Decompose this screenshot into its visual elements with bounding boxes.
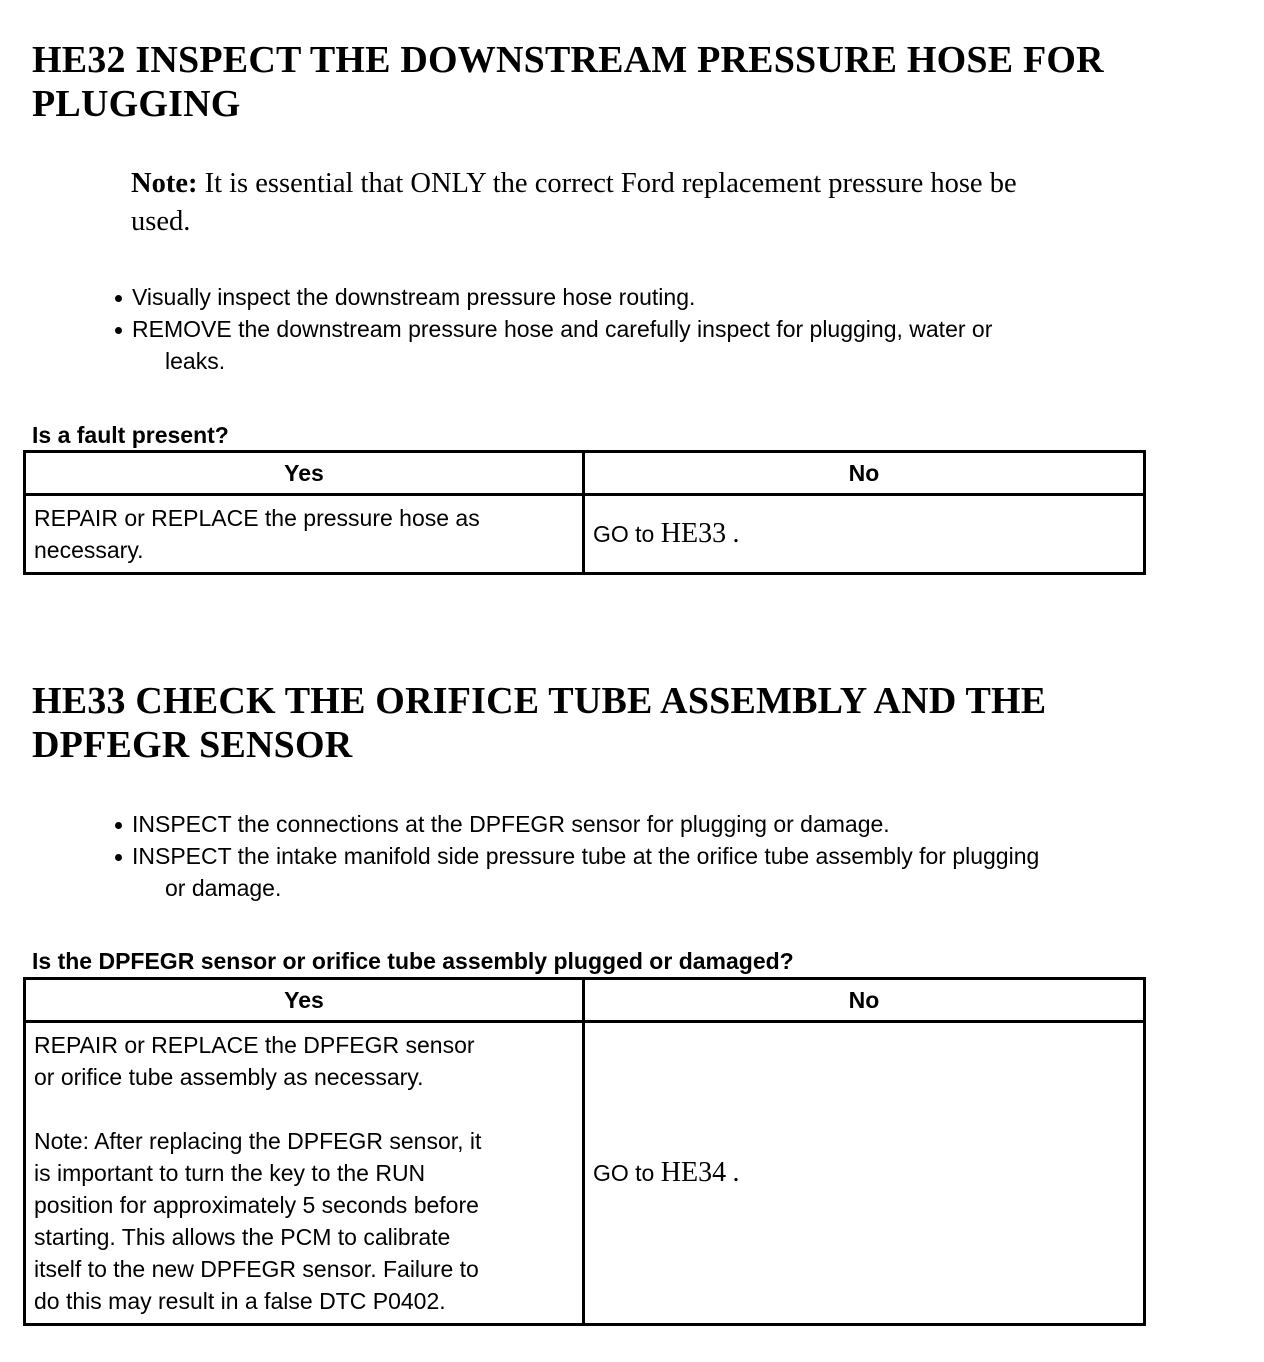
note-text: It is essential that ONLY the correct Ford replacement pressure hose be <box>204 168 1017 199</box>
yes-action-line: or orifice tube assembly as necessary. <box>34 1064 424 1090</box>
yes-action-line: necessary. <box>34 537 144 563</box>
section-he32-bullets <box>114 281 1254 377</box>
yes-action-line: Note: After replacing the DPFEGR sensor, it <box>34 1128 482 1154</box>
no-action <box>584 1022 1145 1325</box>
section-he32-heading <box>32 38 1212 126</box>
bullet-item <box>114 281 1254 313</box>
yes-action-line: do this may result in a false DTC P0402. <box>34 1288 446 1314</box>
bullet-item <box>114 313 1254 377</box>
section-he33-question: Is the DPFEGR sensor or orifice tube assembly plugged or damaged? <box>32 948 794 974</box>
no-action <box>584 495 1145 574</box>
table-row <box>25 495 1145 574</box>
yes-action <box>25 1022 584 1325</box>
goto-suffix: . <box>732 518 740 549</box>
heading-line: HE32 INSPECT THE DOWNSTREAM PRESSURE HOSE FOR <box>32 39 1104 81</box>
bullet-text: Visually inspect the downstream pressure hose routing. <box>132 284 696 310</box>
heading-line: DPFEGR SENSOR <box>32 724 353 766</box>
heading-line: HE33 CHECK THE ORIFICE TUBE ASSEMBLY AND THE <box>32 680 1047 722</box>
bullet-item <box>114 840 1254 904</box>
goto-suffix: . <box>732 1157 740 1188</box>
section-he32-note <box>131 165 1221 241</box>
table-header-row <box>25 452 1145 495</box>
bullet-text-continued: leaks. <box>165 348 226 374</box>
yes-action-line: REPAIR or REPLACE the DPFEGR sensor <box>34 1032 475 1058</box>
yes-action-line: position for approximately 5 seconds before <box>34 1192 479 1218</box>
note-text: used. <box>131 206 191 237</box>
section-he33-decision-table <box>23 977 1146 1326</box>
bullet-text: REMOVE the downstream pressure hose and carefully inspect for plugging, water or <box>132 316 993 342</box>
note-label: Note: <box>131 168 198 199</box>
yes-action-line: itself to the new DPFEGR sensor. Failure to <box>34 1256 479 1282</box>
section-he33-bullets <box>114 808 1254 904</box>
bullet-text-continued: or damage. <box>165 875 282 901</box>
bullet-text: INSPECT the intake manifold side pressure tube at the orifice tube assembly for plugging <box>132 843 1040 869</box>
yes-action-line: REPAIR or REPLACE the pressure hose as <box>34 505 480 531</box>
goto-prefix: GO to <box>593 521 655 547</box>
no-header: No <box>584 979 1145 1022</box>
heading-line: PLUGGING <box>32 83 241 125</box>
bullet-text: INSPECT the connections at the DPFEGR sensor for plugging or damage. <box>132 811 890 837</box>
section-he32-decision-table <box>23 450 1146 575</box>
section-he32-question: Is a fault present? <box>32 422 229 448</box>
bullet-item <box>114 808 1254 840</box>
yes-header: Yes <box>25 979 584 1022</box>
yes-action-line: starting. This allows the PCM to calibrate <box>34 1224 451 1250</box>
yes-action <box>25 495 584 574</box>
goto-step-ref: HE33 <box>660 518 727 549</box>
goto-prefix: GO to <box>593 1160 655 1186</box>
goto-step-ref: HE34 <box>660 1157 727 1188</box>
no-header: No <box>584 452 1145 495</box>
table-header-row <box>25 979 1145 1022</box>
section-he33-heading <box>32 679 1212 767</box>
yes-header: Yes <box>25 452 584 495</box>
table-row <box>25 1022 1145 1325</box>
yes-action-line: is important to turn the key to the RUN <box>34 1160 426 1186</box>
